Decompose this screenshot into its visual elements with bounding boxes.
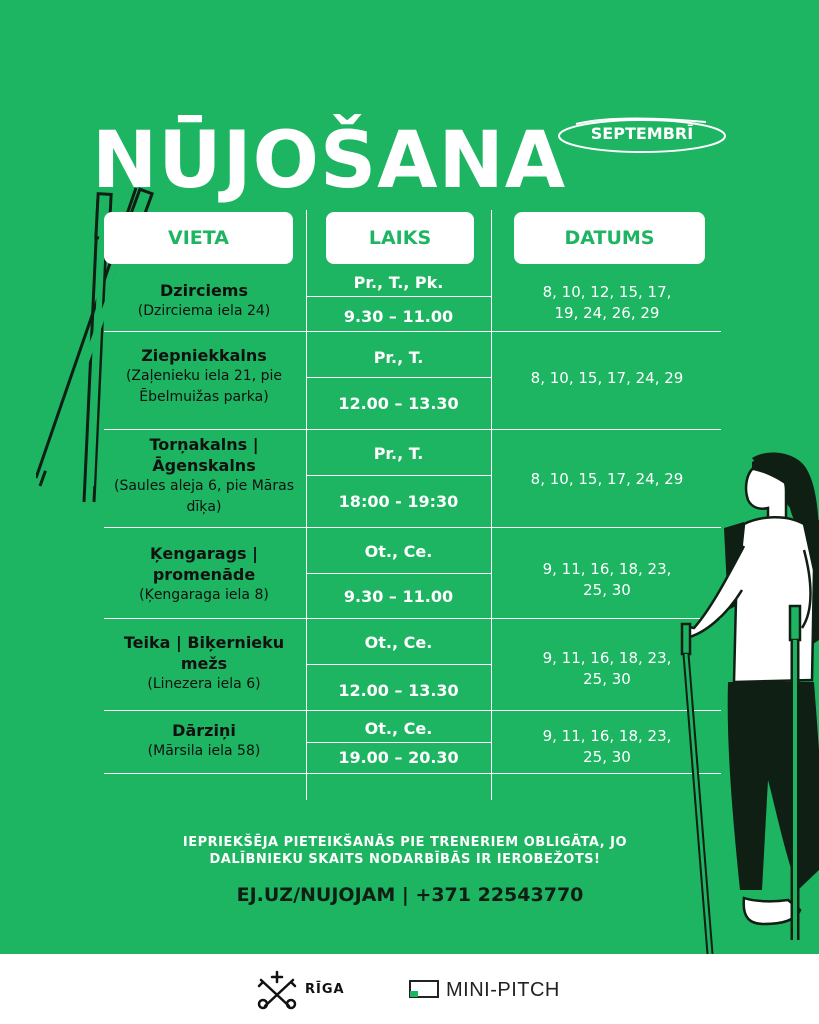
grid-divider [306,475,491,476]
grid-divider [104,710,721,711]
place-address: (Zaļenieku iela 21, pie Ēbelmuižas parka) [125,368,283,405]
session-hours: 19.00 – 20.30 [338,748,459,767]
session-hours: 18:00 - 19:30 [338,492,459,511]
riga-logo-text: RĪGA [305,982,345,997]
walker-illustration [664,450,819,954]
place-name: Dzirciems [160,281,248,300]
session-days: Ot., Ce. [364,633,433,652]
grid-divider [306,296,491,297]
session-hours: 9.30 – 11.00 [343,307,454,326]
contact-line: EJ.UZ/NUJOJAM | +371 22543770 [236,884,584,906]
grid-divider [306,664,491,665]
place-address: (Linezera iela 6) [147,676,261,692]
place-address: (Dzirciema iela 24) [137,303,271,319]
month-label: SEPTEMBRĪ [590,124,694,143]
session-days: Ot., Ce. [364,719,433,738]
header-time: LAIKS [326,212,474,264]
session-hours: 12.00 – 13.30 [338,681,459,700]
header-date: DATUMS [514,212,705,264]
place-name: Dārziņi [172,721,236,740]
session-dates: 8, 10, 12, 15, 17, 19, 24, 26, 29 [542,283,672,322]
session-dates: 8, 10, 15, 17, 24, 29 [530,470,684,488]
session-dates: 9, 11, 16, 18, 23, 25, 30 [542,649,672,688]
grid-divider [491,210,492,800]
session-dates: 8, 10, 15, 17, 24, 29 [530,369,684,387]
grid-divider [104,429,721,430]
place-address: (Ķengaraga iela 8) [139,587,269,603]
table-row-place [104,632,304,695]
place-name: Teika | Biķernieku mežs [123,633,285,673]
table-row-place [104,280,304,322]
grid-divider [104,331,721,332]
session-days: Pr., T., Pk. [353,273,444,292]
header-place: VIETA [104,212,293,264]
grid-divider [104,527,721,528]
grid-divider [306,377,491,378]
grid-divider [306,742,491,743]
registration-note: IEPRIEKŠĒJA PIETEIKŠANĀS PIE TRENERIEM OBLIGĀTA, JO DALĪBNIEKU SKAITS NODARBĪBĀS IR IEROBEŽOTS! [182,835,628,867]
table-row-place [104,543,304,606]
table-row-place [104,434,304,518]
session-hours: 9.30 – 11.00 [343,587,454,606]
place-name: Torņakalns | Āgenskalns [149,435,259,475]
session-dates: 9, 11, 16, 18, 23, 25, 30 [542,727,672,766]
riga-coat-of-arms-icon [255,970,299,1010]
session-days: Pr., T. [373,348,424,367]
session-days: Pr., T. [373,444,424,463]
grid-divider [104,773,721,774]
session-hours: 12.00 – 13.30 [338,394,459,413]
session-days: Ot., Ce. [364,542,433,561]
table-row-place [104,720,304,762]
grid-divider [104,618,721,619]
table-row-place [104,345,304,408]
mini-pitch-logo-text: MINI-PITCH [446,979,560,1001]
session-dates: 9, 11, 16, 18, 23, 25, 30 [542,560,672,599]
mini-pitch-logo-icon [409,979,439,999]
place-name: Ziepniekkalns [141,346,267,365]
grid-divider [306,573,491,574]
page-title: NŪJOŠANA [92,116,567,207]
place-address: (Saules aleja 6, pie Māras dīķa) [114,478,294,515]
place-name: Ķengarags | promenāde [150,544,258,584]
place-address: (Mārsila iela 58) [147,743,261,759]
month-badge [556,116,728,152]
